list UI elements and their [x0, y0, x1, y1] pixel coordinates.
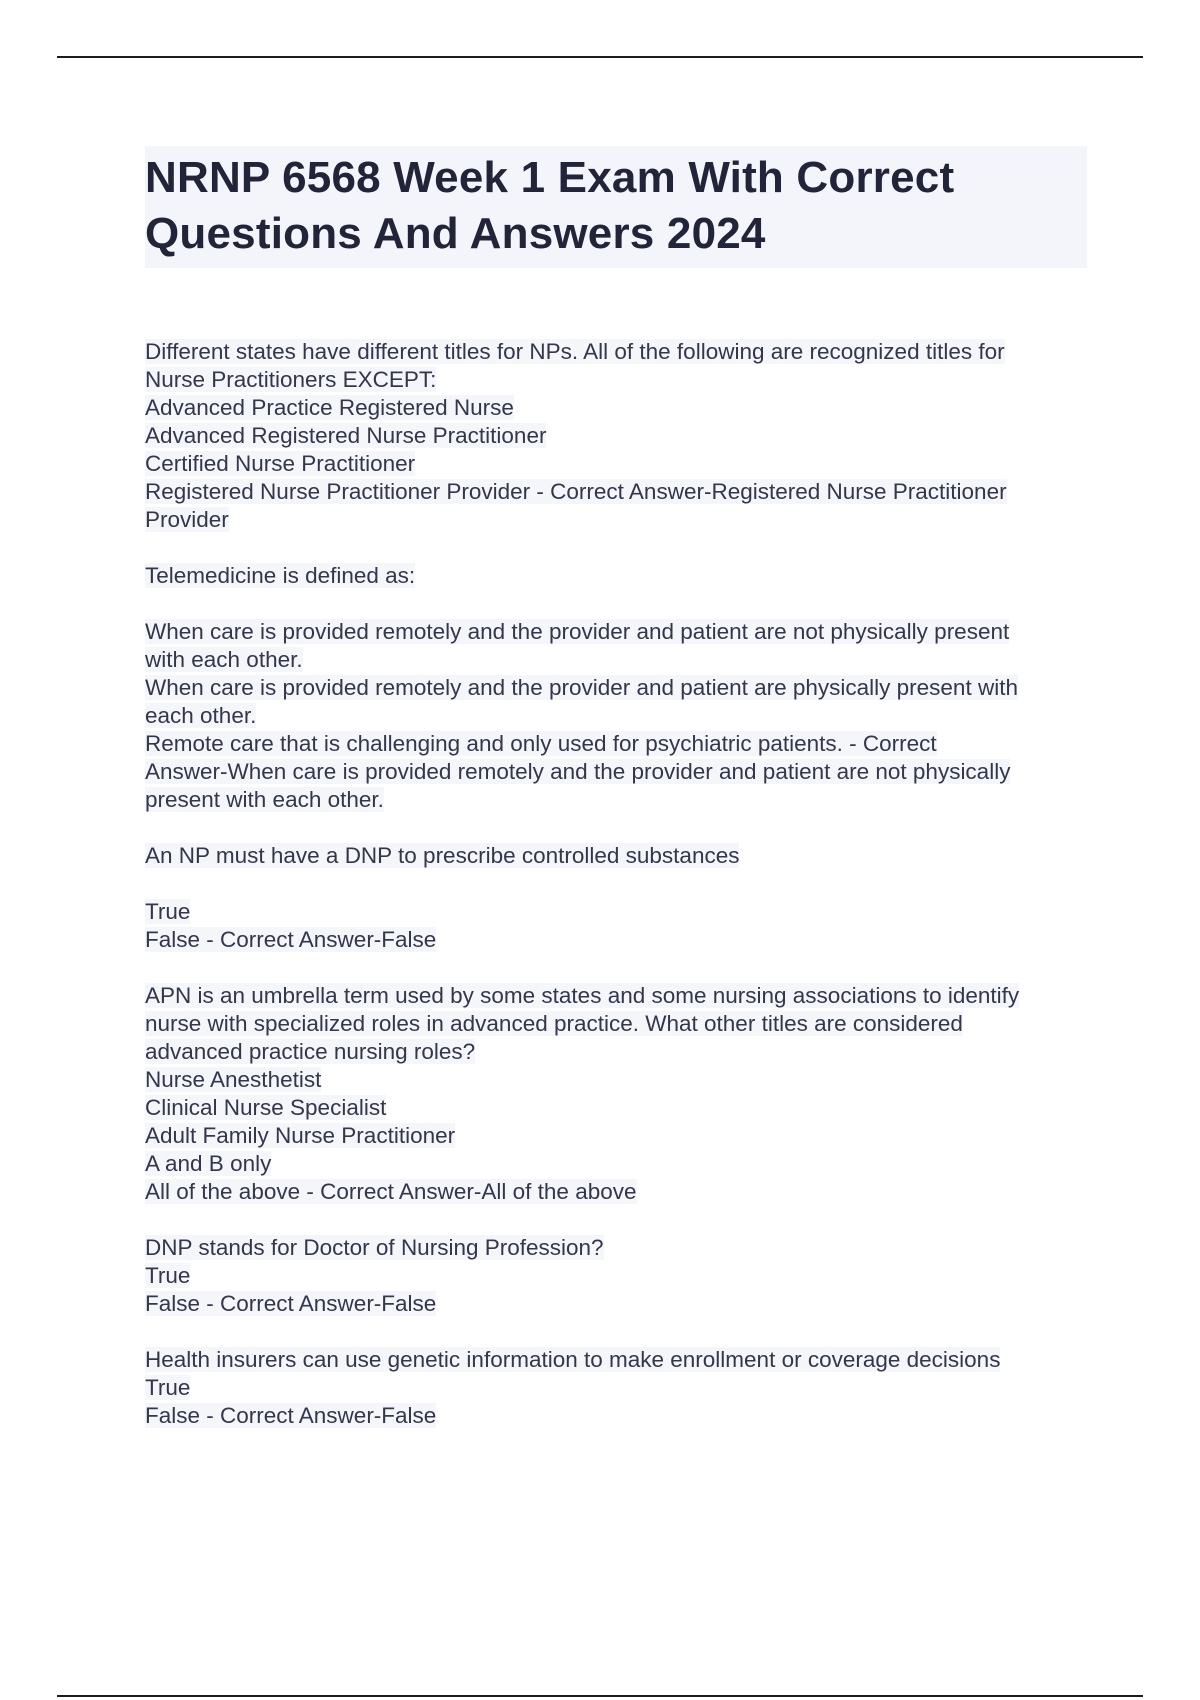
- text-line: advanced practice nursing roles?: [145, 1039, 476, 1064]
- text-line: When care is provided remotely and the provider and patient are not physically present: [145, 619, 1010, 644]
- text-line: nurse with specialized roles in advanced practice. What other titles are considered: [145, 1011, 963, 1036]
- qa-block-3: [145, 842, 1085, 954]
- text-line: True: [145, 899, 191, 924]
- text-line: APN is an umbrella term used by some states and some nursing associations to identify: [145, 983, 1020, 1008]
- page-title: NRNP 6568 Week 1 Exam With Correct Questions And Answers 2024: [145, 153, 955, 258]
- blank-line: [145, 590, 1085, 618]
- text-line: Advanced Registered Nurse Practitioner: [145, 423, 547, 448]
- title-block: [145, 146, 1087, 268]
- blank-line: [145, 870, 1085, 898]
- top-rule: [57, 56, 1143, 58]
- text-line: Clinical Nurse Specialist: [145, 1095, 387, 1120]
- text-line: A and B only: [145, 1151, 272, 1176]
- text-line: Adult Family Nurse Practitioner: [145, 1123, 456, 1148]
- qa-block-5: [145, 1234, 1085, 1318]
- text-line: An NP must have a DNP to prescribe controlled substances: [145, 843, 740, 868]
- text-line: False - Correct Answer-False: [145, 1291, 437, 1316]
- text-line: True: [145, 1375, 191, 1400]
- text-line: False - Correct Answer-False: [145, 1403, 437, 1428]
- text-line: Remote care that is challenging and only used for psychiatric patients. - Correct: [145, 731, 937, 756]
- text-line: Answer-When care is provided remotely and the provider and patient are not physically: [145, 759, 1011, 784]
- text-line: each other.: [145, 703, 257, 728]
- text-line: Nurse Practitioners EXCEPT:: [145, 367, 437, 392]
- text-line: Telemedicine is defined as:: [145, 563, 416, 588]
- text-line: False - Correct Answer-False: [145, 927, 437, 952]
- text-line: Health insurers can use genetic information to make enrollment or coverage decisions: [145, 1347, 1001, 1372]
- document-body: [145, 338, 1085, 1458]
- text-line: All of the above - Correct Answer-All of the above: [145, 1179, 637, 1204]
- text-line: Nurse Anesthetist: [145, 1067, 322, 1092]
- text-line: Registered Nurse Practitioner Provider - Correct Answer-Registered Nurse Practitioner: [145, 479, 1007, 504]
- text-line: Different states have different titles for NPs. All of the following are recognized titles for: [145, 339, 1005, 364]
- bottom-rule: [57, 1695, 1143, 1697]
- qa-block-4: [145, 982, 1085, 1206]
- text-line: present with each other.: [145, 787, 384, 812]
- text-line: Provider: [145, 507, 229, 532]
- text-line: with each other.: [145, 647, 303, 672]
- qa-block-6: [145, 1346, 1085, 1430]
- text-line: Certified Nurse Practitioner: [145, 451, 416, 476]
- qa-block-2: [145, 562, 1085, 814]
- text-line: DNP stands for Doctor of Nursing Profession?: [145, 1235, 604, 1260]
- qa-block-1: [145, 338, 1085, 534]
- text-line: When care is provided remotely and the provider and patient are physically present with: [145, 675, 1018, 700]
- text-line: Advanced Practice Registered Nurse: [145, 395, 514, 420]
- text-line: True: [145, 1263, 191, 1288]
